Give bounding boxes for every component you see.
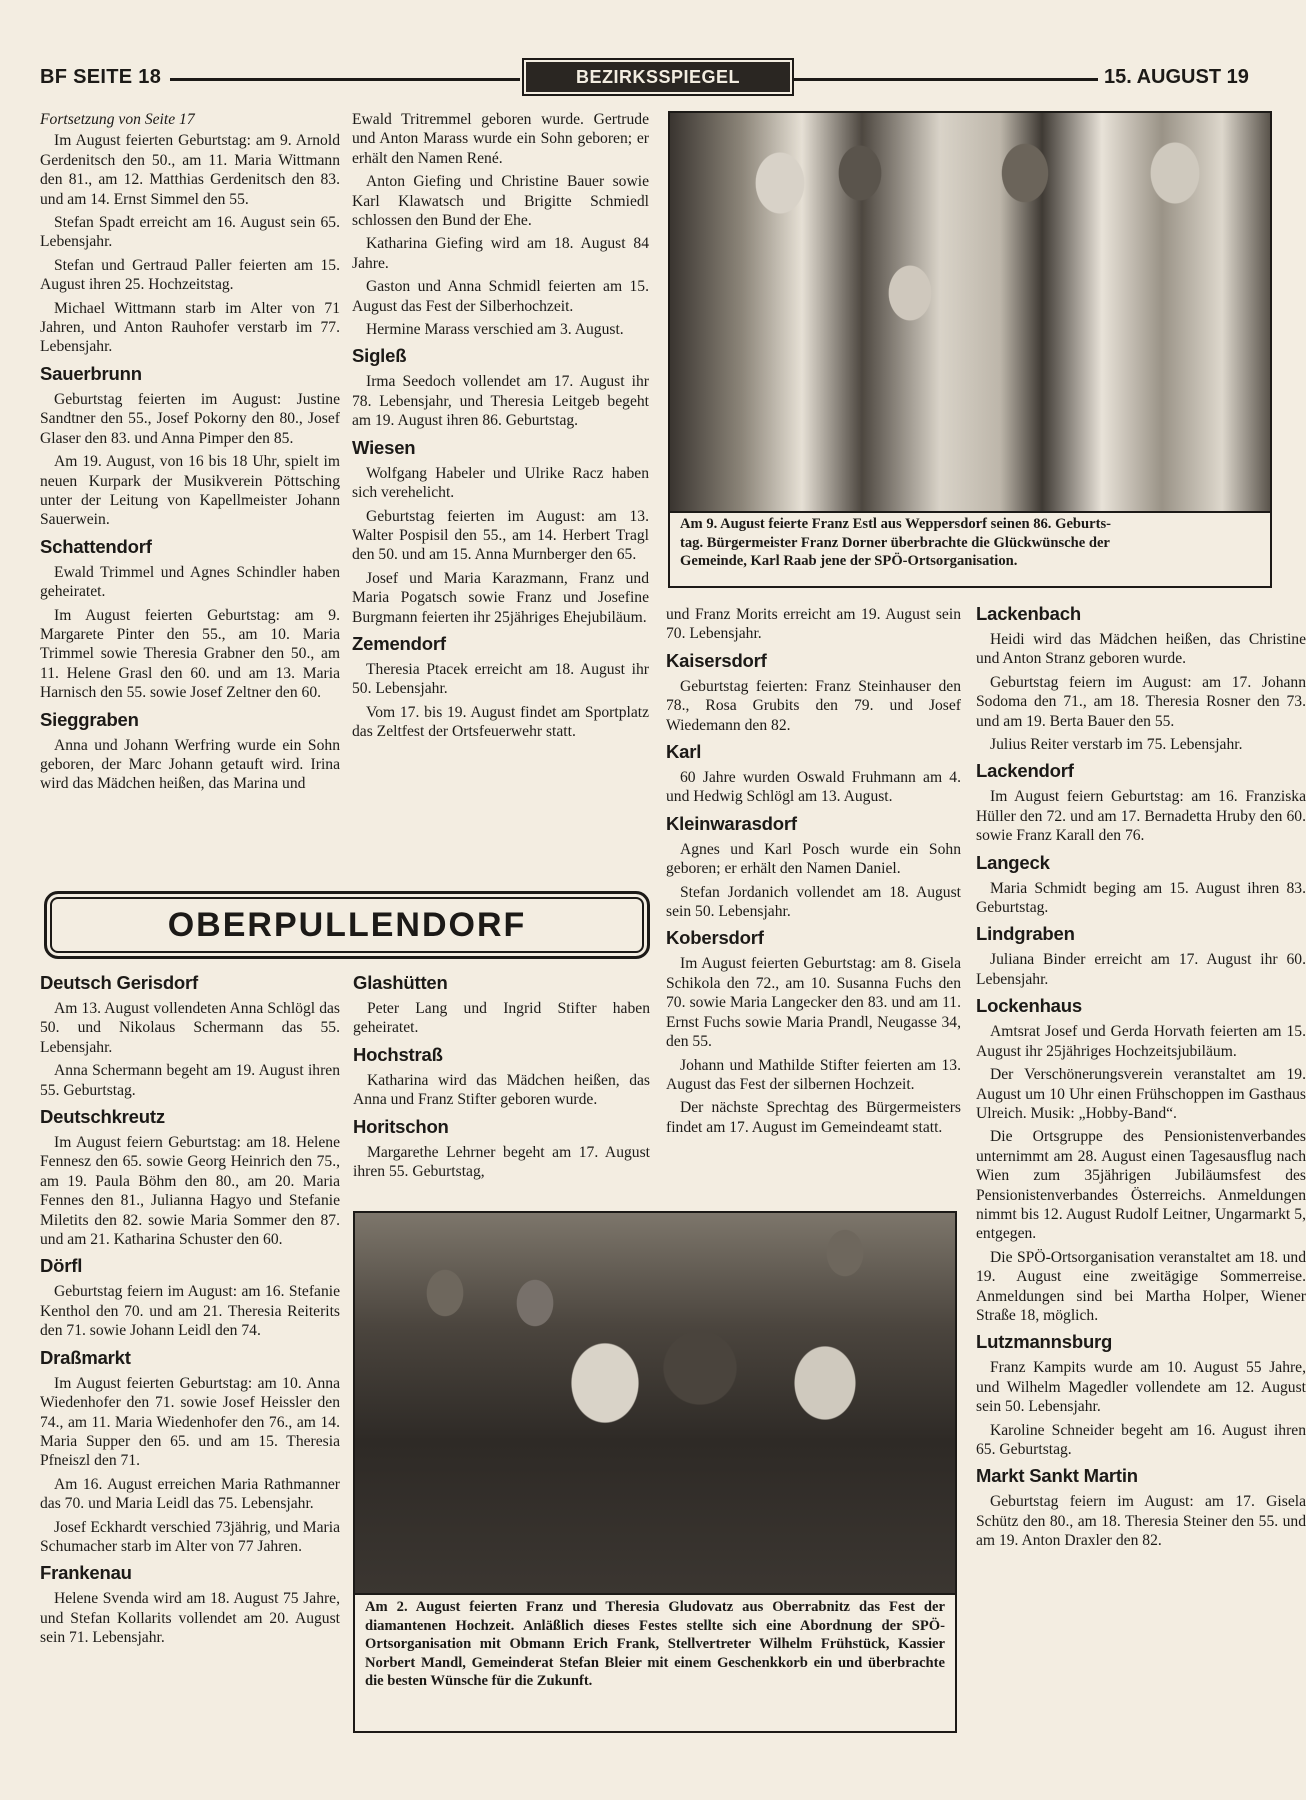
locality-heading: Lindgraben — [976, 923, 1075, 945]
locality-heading: Deutschkreutz — [40, 1106, 165, 1128]
photo-caption: Am 2. August feierten Franz und Theresia Gludovatz aus Oberrabnitz das Fest der diamantenen Hochzeit. Anläßlich dieses Festes stellte sich eine Abordnung der SPÖ-Ortsorganisation mit Obmann Erich Frank, Stellvertreter Wilhelm Frühstück, Kassier Norbert Mandl, Gemeinderat Stefan Bleier mit einem Geschenkkorb ein und überbrachte die besten Wünsche für die Zukunft. — [365, 1599, 945, 1689]
news-paragraph: und Franz Morits erreicht am 19. August sein 70. Lebensjahr. — [666, 606, 961, 643]
photo-birthday-franz-estl — [668, 111, 1272, 588]
news-paragraph: Michael Wittmann starb im Alter von 71 Jahren, und Anton Rauhofer verstarb im 77. Lebensjahr. — [40, 299, 340, 356]
locality-heading: Glashütten — [353, 972, 448, 993]
locality-heading: Sieggraben — [40, 708, 139, 730]
news-paragraph: Karoline Schneider begeht am 16. August ihren 65. Geburtstag. — [976, 1421, 1306, 1458]
news-paragraph: Franz Kampits wurde am 10. August 55 Jahre, und Wilhelm Magedler vollendete am 12. August sein 50. Lebensjahr. — [976, 1359, 1306, 1416]
locality-heading: Schattendorf — [40, 535, 152, 557]
news-paragraph: Fortsetzung von Seite 17 — [40, 111, 195, 128]
article-column — [666, 605, 961, 1141]
news-paragraph: Peter Lang und Ingrid Stifter haben geheiratet. — [353, 1000, 650, 1037]
news-paragraph: Im August feierten Geburtstag: am 9. Margarete Pinter den 55., am 10. Maria Trimmel sowie Theresia Grabner den 50., am 11. Helene Grasl den 60. und am 13. Maria Harnisch den 55. sowie Josef Zeltner den 60. — [40, 606, 340, 702]
locality-heading: Kaisersdorf — [666, 649, 767, 671]
photo-diamond-wedding-gludovatz — [353, 1211, 957, 1733]
article-column — [40, 110, 340, 798]
region-banner: OBERPULLENDORF — [44, 891, 650, 959]
news-paragraph: Margarethe Lehrner begeht am 17. August ihren 55. Geburtstag, — [353, 1143, 650, 1181]
news-paragraph: Die Ortsgruppe des Pensionistenverbandes unternimmt am 28. August einen Tagesausflug nach Wien zum 35jährigen Jubiläumsfest des Pensionistenverbandes Österreichs. Anmeldungen nimmt bis 12. August Rudolf Leitner, Ungarmarkt 5, entgegen. — [976, 1128, 1306, 1243]
locality-heading: Lockenhaus — [976, 995, 1082, 1017]
news-paragraph: Wolfgang Habeler und Ulrike Racz haben sich verehelicht. — [352, 464, 649, 502]
caption-line: tag. Bürgermeister Franz Dorner überbrachte die Glückwünsche der — [680, 534, 1110, 551]
news-paragraph: Im August feiern Geburtstag: am 16. Franziska Hüller den 72. und am 17. Bernadetta Hruby den 60. sowie Franz Karall den 76. — [976, 788, 1306, 845]
news-paragraph: Geburtstag feierten im August: Justine Sandtner den 55., Josef Pokorny den 80., Josef Glaser den 83. und Anna Pimper den 85. — [40, 390, 340, 447]
news-paragraph: Anna Schermann begeht am 19. August ihren 55. Geburtstag. — [40, 1062, 340, 1099]
locality-heading: Karl — [666, 741, 702, 763]
news-paragraph: Katharina wird das Mädchen heißen, das Anna und Franz Stifter geboren wurde. — [353, 1071, 650, 1109]
news-paragraph: Juliana Binder erreicht am 17. August ihr 60. Lebensjahr. — [976, 951, 1306, 988]
photo-caption — [680, 515, 1260, 571]
locality-heading: Horitschon — [353, 1115, 449, 1137]
header-rule — [170, 78, 520, 81]
news-paragraph: Im August feierten Geburtstag: am 8. Gisela Schikola den 72., am 10. Susanna Fuchs den 70. sowie Maria Langecker den 83. und am 11. Ernst Fuchs sowie Maria Prandl, Neugasse 34, den 55. — [666, 955, 961, 1051]
news-paragraph: Irma Seedoch vollendet am 17. August ihr 78. Lebensjahr, und Theresia Leitgeb begeht am 19. August ihren 86. Geburtstag. — [352, 373, 649, 430]
news-paragraph: Geburtstag feiern im August: am 16. Stefanie Kenthol den 70. und am 21. Theresia Reiterits den 71. sowie Johann Leidl den 74. — [40, 1283, 340, 1340]
news-paragraph: Theresia Ptacek erreicht am 18. August ihr 50. Lebensjahr. — [352, 660, 649, 698]
photo-image — [355, 1213, 955, 1593]
locality-heading: Draßmarkt — [40, 1346, 131, 1368]
news-paragraph: Geburtstag feiern im August: am 17. Johann Sodoma den 71., am 18. Theresia Rosner den 73. und am 19. Berta Bauer den 55. — [976, 673, 1306, 730]
news-paragraph: Ewald Trimmel und Agnes Schindler haben geheiratet. — [40, 563, 340, 601]
caption-rule — [670, 511, 1270, 513]
locality-heading: Sauerbrunn — [40, 362, 142, 384]
news-paragraph: Stefan und Gertraud Paller feierten am 15. August ihren 25. Hochzeitstag. — [40, 256, 340, 294]
news-paragraph: Im August feiern Geburtstag: am 18. Helene Fennesz den 65. sowie Georg Heinrich den 75., am 19. Paula Böhm den 80., am 20. Maria Fennes den 81., Julianna Hagyo und Stefanie Miletits den 82. sowie Maria Sommer den 87. und am 21. Katharina Schuster den 60. — [40, 1134, 340, 1249]
news-paragraph: Josef Eckhardt verschied 73jährig, und Maria Schumacher starb im Alter von 77 Jahren. — [40, 1518, 340, 1555]
locality-heading: Deutsch Gerisdorf — [40, 972, 198, 993]
locality-heading: Frankenau — [40, 1562, 132, 1584]
news-paragraph: Im August feierten Geburtstag: am 10. Anna Wiedenhofer den 71. sowie Josef Heissler den 74., am 11. Maria Wiedenhofer den 76., am 14. Maria Supper den 65. und am 15. Theresia Pfneiszl den 71. — [40, 1374, 340, 1470]
news-paragraph: Geburtstag feierten: Franz Steinhauser den 78., Rosa Grubits den 79. und Josef Wiedemann den 82. — [666, 677, 961, 734]
article-column — [976, 603, 1306, 1555]
photo-image — [670, 113, 1270, 511]
article-column — [352, 110, 649, 746]
locality-heading: Lutzmannsburg — [976, 1331, 1113, 1353]
news-paragraph: Anna und Johann Werfring wurde ein Sohn geboren, der Marc Johann getauft wird. Irina wird das Mädchen heißen, das Marina und — [40, 736, 340, 793]
article-column — [353, 972, 650, 1185]
locality-heading: Markt Sankt Martin — [976, 1465, 1138, 1487]
section-title: BEZIRKSSPIEGEL — [522, 58, 794, 96]
news-paragraph: Im August feierten Geburtstag: am 9. Arnold Gerdenitsch den 50., am 11. Maria Wittmann den 81., am 12. Matthias Gerdenitsch den 83. und am 14. Ernst Simmel den 55. — [40, 132, 340, 208]
news-paragraph: Helene Svenda wird am 18. August 75 Jahre, und Stefan Kollarits vollendet am 20. August sein 71. Lebensjahr. — [40, 1590, 340, 1647]
locality-heading: Dörfl — [40, 1255, 83, 1277]
locality-heading: Zemendorf — [352, 632, 446, 654]
news-paragraph: Gaston und Anna Schmidl feierten am 15. August das Fest der Silberhochzeit. — [352, 278, 649, 315]
article-column — [40, 972, 340, 1652]
news-paragraph: Katharina Giefing wird am 18. August 84 Jahre. — [352, 235, 649, 272]
news-paragraph: Hermine Marass verschied am 3. August. — [366, 321, 624, 339]
locality-heading: Kobersdorf — [666, 927, 764, 949]
caption-line: Gemeinde, Karl Raab jene der SPÖ-Ortsorganisation. — [680, 553, 1018, 569]
locality-heading: Lackenbach — [976, 603, 1081, 624]
caption-line: Am 9. August feierte Franz Estl aus Weppersdorf seinen 86. Geburts- — [680, 516, 1112, 532]
news-paragraph: Agnes und Karl Posch wurde ein Sohn geboren; er erhält den Namen Daniel. — [666, 840, 961, 878]
news-paragraph: Am 13. August vollendeten Anna Schlögl das 50. und Nikolaus Schermann das 55. Lebensjahr. — [40, 1000, 340, 1056]
header-rule — [792, 78, 1098, 81]
news-paragraph: Maria Schmidt beging am 15. August ihren 83. Geburtstag. — [976, 879, 1306, 917]
caption-rule — [355, 1593, 955, 1595]
news-paragraph: Heidi wird das Mädchen heißen, das Christine und Anton Stranz geboren wurde. — [976, 631, 1306, 668]
news-paragraph: Der nächste Sprechtag des Bürgermeisters findet am 17. August im Gemeindeamt statt. — [666, 1099, 961, 1136]
page-number: BF SEITE 18 — [40, 66, 162, 88]
news-paragraph: Anton Giefing und Christine Bauer sowie Karl Klawatsch und Brigitte Schmiedl schlossen den Bund der Ehe. — [352, 173, 649, 230]
news-paragraph: Stefan Spadt erreicht am 16. August sein 65. Lebensjahr. — [40, 214, 340, 251]
news-paragraph: Der Verschönerungsverein veranstaltet am 19. August um 10 Uhr einen Frühschoppen im Gasthaus Ulreich. Musik: „Hobby-Band“. — [976, 1066, 1306, 1122]
news-paragraph: Johann und Mathilde Stifter feierten am 13. August das Fest der silbernen Hochzeit. — [666, 1056, 961, 1093]
news-paragraph: Ewald Tritremmel geboren wurde. Gertrude und Anton Marass wurde ein Sohn geboren; er erhält den Namen René. — [352, 111, 649, 167]
news-paragraph: Die SPÖ-Ortsorganisation veranstaltet am 18. und 19. August eine zweitägige Sommerreise. Anmeldungen sind bei Martha Holper, Wiener Straße 18, möglich. — [976, 1248, 1306, 1324]
news-paragraph: Julius Reiter verstarb im 75. Lebensjahr. — [990, 736, 1243, 754]
news-paragraph: Geburtstag feierten im August: am 13. Walter Pospisil den 55., am 14. Herbert Tragl den 50. und am 15. Anna Murnberger den 65. — [352, 507, 649, 564]
issue-date: 15. AUGUST 19 — [1104, 66, 1249, 88]
news-paragraph: Amtsrat Josef und Gerda Horvath feierten am 15. August ihr 25jähriges Hochzeitsjubiläum. — [976, 1023, 1306, 1060]
news-paragraph: Josef und Maria Karazmann, Franz und Maria Pogatsch sowie Franz und Josefine Burgmann feierten ihr 25jähriges Ehejubiläum. — [352, 569, 649, 626]
locality-heading: Kleinwarasdorf — [666, 812, 797, 834]
locality-heading: Sigleß — [352, 345, 407, 367]
news-paragraph: Stefan Jordanich vollendet am 18. August sein 50. Lebensjahr. — [666, 883, 961, 921]
locality-heading: Wiesen — [352, 436, 416, 458]
news-paragraph: Am 19. August, von 16 bis 18 Uhr, spielt im neuen Kurpark der Musikverein Pöttsching unter der Leitung von Kapellmeister Johann Sauerwein. — [40, 453, 340, 529]
locality-heading: Hochstraß — [353, 1043, 443, 1065]
news-paragraph: 60 Jahre wurden Oswald Fruhmann am 4. und Hedwig Schlögl am 13. August. — [666, 769, 961, 806]
locality-heading: Lackendorf — [976, 760, 1074, 782]
locality-heading: Langeck — [976, 851, 1050, 873]
news-paragraph: Vom 17. bis 19. August findet am Sportplatz das Zeltfest der Ortsfeuerwehr statt. — [352, 703, 649, 741]
news-paragraph: Am 16. August erreichen Maria Rathmanner das 70. und Maria Leidl das 75. Lebensjahr. — [40, 1475, 340, 1513]
news-paragraph: Geburtstag feiern im August: am 17. Gisela Schütz den 80., am 18. Theresia Steiner den 55. und am 19. Anton Draxler den 82. — [976, 1493, 1306, 1550]
